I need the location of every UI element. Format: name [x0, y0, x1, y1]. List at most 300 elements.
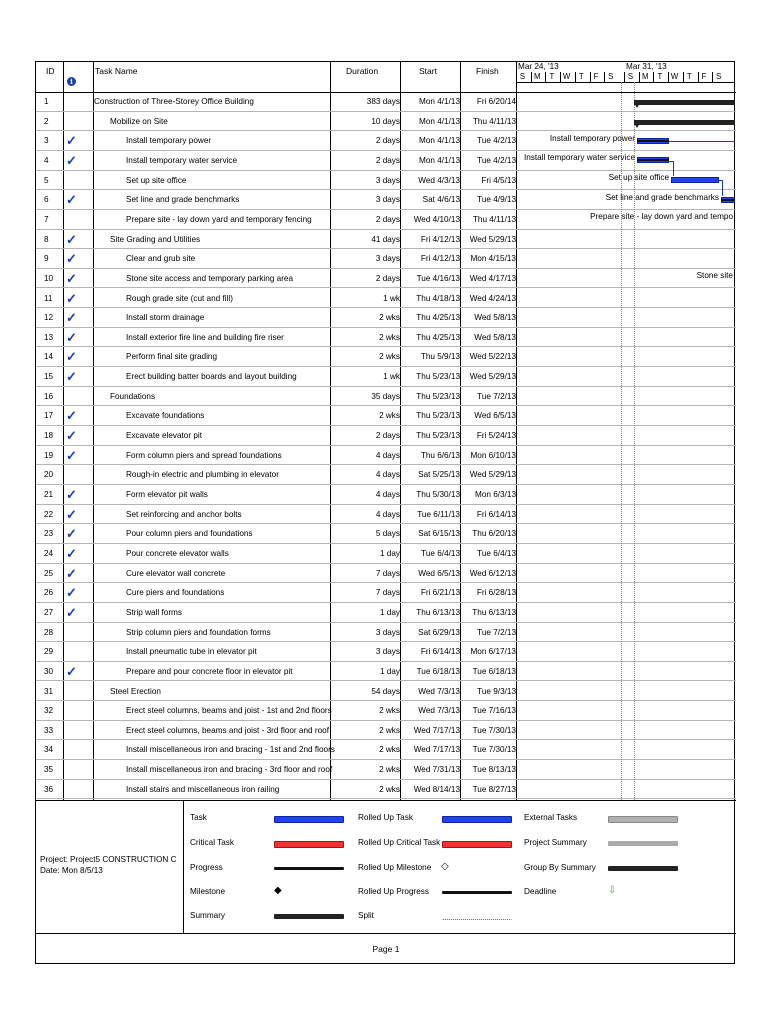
checkmark-icon: ✓ [66, 487, 77, 502]
checkmark-icon: ✓ [66, 663, 77, 679]
task-duration: 4 days [375, 509, 400, 519]
task-name: Stone site access and temporary parking area [126, 273, 294, 283]
task-id: 32 [44, 706, 54, 716]
indicator [66, 505, 88, 526]
task-start: Wed 8/14/13 [413, 784, 460, 794]
checkmark-icon: ✓ [66, 152, 77, 168]
task-name: Rough-in electric and plumbing in elevator [126, 470, 279, 480]
task-id: 21 [44, 490, 54, 499]
task-start: Thu 5/30/13 [416, 490, 460, 499]
task-duration: 2 wks [379, 745, 400, 755]
indicator [66, 367, 88, 388]
day-label: T [653, 72, 665, 82]
legend-external-label: External Tasks [524, 813, 578, 822]
page-number: Page 1 [372, 944, 400, 954]
task-name: Set line and grade benchmarks [126, 195, 240, 205]
indicator [66, 662, 88, 683]
checkmark-icon: ✓ [66, 428, 77, 444]
weekend-line [621, 82, 623, 800]
task-start: Mon 4/1/13 [419, 155, 460, 165]
task-id: 8 [44, 234, 49, 244]
bar-label: Prepare site - lay down yard and tempo [590, 212, 733, 221]
week-label: Mar 31, '13 [626, 62, 667, 71]
task-start: Thu 5/23/13 [416, 411, 460, 421]
summary-bar [634, 120, 735, 125]
summary-bar [634, 100, 735, 105]
task-duration: 3 days [375, 647, 400, 657]
legend-rolled-task-swatch [442, 816, 512, 823]
task-duration: 35 days [371, 391, 400, 401]
task-name: Erect building batter boards and layout building [126, 372, 297, 382]
task-finish: Tue 9/3/13 [477, 686, 516, 696]
task-id: 36 [44, 784, 54, 794]
task-name: Set reinforcing and anchor bolts [126, 509, 242, 519]
day-label: F [590, 72, 602, 82]
indicator [66, 583, 88, 604]
task-name: Excavate foundations [126, 411, 205, 421]
legend-task-label: Task [190, 813, 207, 822]
bar-label: Install temporary power [549, 134, 635, 143]
task-id: 1 [44, 97, 49, 106]
task-finish: Tue 8/27/13 [472, 784, 516, 794]
legend-project-summary-swatch [608, 841, 678, 846]
scale-divider [516, 82, 735, 83]
task-duration: 2 days [375, 155, 400, 165]
project-date: Date: Mon 8/5/13 [40, 866, 103, 875]
indicator [66, 328, 88, 349]
task-name: Install miscellaneous iron and bracing - 1st and 2nd floors [126, 745, 335, 755]
header-duration: Duration [346, 66, 379, 76]
checkmark-icon: ✓ [66, 408, 77, 424]
task-duration: 3 days [375, 254, 400, 264]
task-finish: Wed 5/29/13 [469, 372, 516, 382]
task-start: Thu 4/25/13 [416, 313, 460, 323]
indicator [66, 249, 88, 270]
legend-summary-label: Summary [190, 911, 226, 920]
task-duration: 7 days [375, 588, 400, 598]
task-finish: Tue 7/2/13 [477, 627, 516, 637]
task-start: Thu 4/18/13 [416, 293, 460, 303]
summary-end [634, 123, 640, 128]
task-id: 23 [44, 529, 54, 539]
day-label: T [575, 72, 587, 82]
task-duration: 2 wks [379, 706, 400, 716]
legend-summary-swatch [274, 914, 344, 919]
task-id: 22 [44, 509, 54, 519]
checkmark-icon: ✓ [66, 604, 77, 620]
task-start: Tue 6/4/13 [421, 548, 460, 558]
task-id: 33 [44, 725, 54, 735]
task-duration: 7 days [375, 568, 400, 578]
task-start: Thu 5/9/13 [420, 352, 460, 362]
checkmark-icon: ✓ [66, 565, 77, 581]
progress-bar [637, 159, 669, 161]
task-name: Steel Erection [110, 686, 161, 696]
gantt-chart [516, 62, 735, 800]
task-id: 13 [44, 332, 54, 342]
legend [36, 800, 736, 933]
day-label: M [531, 72, 543, 82]
bar-label: Stone site [696, 271, 733, 280]
task-finish: Tue 8/13/13 [472, 765, 516, 775]
task-name: Site Grading and Utilities [110, 234, 201, 244]
checkmark-icon: ✓ [66, 349, 77, 365]
milestone-icon: ◆ [274, 885, 282, 896]
task-start: Mon 4/1/13 [419, 97, 460, 106]
legend-progress-label: Progress [190, 863, 223, 872]
checkmark-icon: ✓ [66, 506, 77, 522]
legend-project-summary-label: Project Summary [524, 838, 587, 847]
task-start: Wed 4/3/13 [418, 175, 460, 185]
task-start: Wed 4/10/13 [413, 214, 460, 224]
header-task-name: Task Name [95, 66, 138, 76]
checkmark-icon: ✓ [66, 251, 77, 267]
checkmark-icon: ✓ [66, 447, 77, 463]
legend-critical-label: Critical Task [190, 838, 234, 847]
task-finish: Tue 7/30/13 [472, 725, 516, 735]
task-duration: 4 days [375, 490, 400, 499]
legend-task-swatch [274, 816, 344, 823]
task-name: Install storm drainage [126, 313, 205, 323]
task-name: Cure piers and foundations [126, 588, 225, 598]
task-duration: 2 wks [379, 313, 400, 323]
indicator [66, 131, 88, 152]
task-id: 28 [44, 627, 54, 637]
task-start: Fri 6/21/13 [420, 588, 460, 598]
task-name: Form elevator pit walls [126, 490, 208, 499]
checkmark-icon: ✓ [66, 290, 77, 306]
task-id: 34 [44, 745, 54, 755]
legend-critical-swatch [274, 841, 344, 848]
task-start: Wed 6/5/13 [418, 568, 460, 578]
task-duration: 4 days [375, 470, 400, 480]
indicator [66, 190, 88, 211]
task-finish: Tue 6/18/13 [472, 666, 516, 676]
week-label: Mar 24, '13 [518, 62, 559, 71]
task-start: Sat 6/15/13 [418, 529, 460, 539]
project-name: Project: Project5 CONSTRUCTION C [40, 855, 177, 864]
task-duration: 4 days [375, 450, 400, 460]
task-finish: Wed 6/5/13 [474, 411, 516, 421]
task-finish: Wed 5/8/13 [474, 313, 516, 323]
indicator [66, 524, 88, 545]
task-finish: Thu 4/11/13 [472, 116, 516, 126]
legend-progress-swatch [274, 867, 344, 870]
task-start: Sat 5/25/13 [418, 470, 460, 480]
indicator [66, 347, 88, 368]
task-finish: Tue 4/9/13 [477, 195, 516, 205]
task-duration: 5 days [375, 529, 400, 539]
indicator [66, 289, 88, 310]
task-id: 31 [44, 686, 54, 696]
legend-divider [183, 801, 184, 933]
task-duration: 10 days [371, 116, 400, 126]
task-finish: Thu 4/11/13 [472, 214, 516, 224]
task-duration: 3 days [375, 175, 400, 185]
task-finish: Tue 4/2/13 [477, 155, 516, 165]
task-duration: 2 wks [379, 725, 400, 735]
legend-group-summary-label: Group By Summary [524, 863, 596, 872]
task-id: 35 [44, 765, 54, 775]
task-id: 11 [44, 293, 53, 303]
dependency-line [669, 141, 735, 142]
indicator [66, 564, 88, 585]
task-duration: 2 days [375, 214, 400, 224]
task-finish: Wed 4/17/13 [469, 273, 516, 283]
task-id: 2 [44, 116, 49, 126]
task-start: Wed 7/31/13 [413, 765, 460, 775]
day-label: S [604, 72, 616, 82]
checkmark-icon: ✓ [66, 369, 77, 385]
deadline-arrow-icon: ⇩ [608, 885, 617, 896]
checkmark-icon: ✓ [66, 133, 77, 149]
legend-rolled-task-label: Rolled Up Task [358, 813, 413, 822]
day-label: S [516, 72, 528, 82]
task-name: Install miscellaneous iron and bracing - 3rd floor and roof [126, 765, 333, 775]
day-label: W [560, 72, 572, 82]
legend-rolled-progress-swatch [442, 891, 512, 894]
task-bar [671, 177, 719, 183]
task-start: Fri 4/12/13 [420, 254, 460, 264]
task-name: Form column piers and spread foundations [126, 450, 282, 460]
task-finish: Thu 6/13/13 [472, 607, 516, 617]
task-finish: Mon 4/15/13 [470, 254, 516, 264]
header-finish: Finish [476, 66, 499, 76]
dependency-line [722, 180, 723, 196]
task-id: 26 [44, 588, 54, 598]
task-duration: 1 day [379, 607, 400, 617]
task-finish: Wed 4/24/13 [469, 293, 516, 303]
task-id: 17 [44, 411, 54, 421]
indicator [66, 406, 88, 427]
task-name: Rough grade site (cut and fill) [126, 293, 233, 303]
indicator [66, 485, 88, 506]
task-name: Perform final site grading [126, 352, 218, 362]
task-finish: Fri 6/28/13 [476, 588, 516, 598]
task-duration: 1 wk [383, 293, 400, 303]
bar-label: Install temporary water service [523, 153, 635, 162]
task-finish: Fri 6/20/14 [476, 97, 516, 106]
project-info [40, 854, 176, 876]
checkmark-icon: ✓ [66, 231, 77, 247]
legend-rolled-milestone-label: Rolled Up Milestone [358, 863, 432, 872]
legend-rolled-progress-label: Rolled Up Progress [358, 887, 429, 896]
task-finish: Tue 6/4/13 [477, 548, 516, 558]
task-id: 16 [44, 391, 54, 401]
task-id: 3 [44, 136, 49, 146]
task-name: Prepare and pour concrete floor in elevator pit [126, 666, 293, 676]
task-id: 15 [44, 372, 54, 382]
page-footer [36, 933, 736, 965]
task-name: Install temporary power [126, 136, 212, 146]
task-finish: Fri 5/24/13 [476, 431, 516, 441]
legend-split-swatch [442, 914, 512, 920]
indicator [66, 446, 88, 467]
task-id: 18 [44, 431, 54, 441]
checkmark-icon: ✓ [66, 270, 77, 286]
legend-external-swatch [608, 816, 678, 823]
bar-label: Set line and grade benchmarks [605, 193, 719, 202]
task-id: 20 [44, 470, 54, 480]
task-start: Thu 4/25/13 [416, 332, 460, 342]
task-start: Fri 4/12/13 [420, 234, 460, 244]
task-duration: 41 days [371, 234, 400, 244]
checkmark-icon: ✓ [66, 192, 77, 208]
task-finish: Mon 6/10/13 [470, 450, 516, 460]
task-duration: 3 days [375, 195, 400, 205]
task-start: Sat 4/6/13 [422, 195, 460, 205]
info-icon: i [67, 76, 76, 86]
task-table [36, 62, 736, 800]
summary-end [634, 103, 640, 108]
task-duration: 3 days [375, 627, 400, 637]
task-duration: 2 wks [379, 784, 400, 794]
task-start: Tue 6/11/13 [417, 509, 460, 519]
task-start: Wed 7/17/13 [413, 745, 460, 755]
task-name: Pour concrete elevator walls [126, 548, 229, 558]
day-label: T [683, 72, 695, 82]
task-start: Wed 7/17/13 [413, 725, 460, 735]
task-name: Install pneumatic tube in elevator pit [126, 647, 257, 657]
task-name: Pour column piers and foundations [126, 529, 253, 539]
indicator [66, 230, 88, 251]
task-duration: 2 days [375, 431, 400, 441]
indicator [66, 544, 88, 565]
legend-milestone-label: Milestone [190, 887, 226, 896]
day-label: F [698, 72, 710, 82]
gantt-sheet [35, 61, 735, 964]
day-label: M [639, 72, 651, 82]
task-id: 9 [44, 254, 49, 264]
task-name: Install temporary water service [126, 155, 238, 165]
task-start: Wed 7/3/13 [418, 706, 460, 716]
task-finish: Mon 6/17/13 [470, 647, 516, 657]
task-finish: Tue 7/30/13 [472, 745, 516, 755]
task-id: 7 [44, 214, 49, 224]
day-label: S [624, 72, 636, 82]
checkmark-icon: ✓ [66, 585, 77, 601]
task-name: Erect steel columns, beams and joist - 1st and 2nd floors [126, 706, 332, 716]
task-duration: 2 days [375, 273, 400, 283]
task-id: 29 [44, 647, 54, 657]
task-id: 12 [44, 313, 54, 323]
indicator [66, 151, 88, 172]
task-duration: 1 day [379, 548, 400, 558]
task-name: Install stairs and miscellaneous iron railing [126, 784, 280, 794]
task-start: Wed 7/3/13 [418, 686, 460, 696]
legend-rolled-critical-swatch [442, 841, 512, 848]
task-name: Strip wall forms [126, 607, 182, 617]
weekend-line [634, 82, 636, 800]
legend-group-summary-swatch [608, 866, 678, 871]
task-name: Strip column piers and foundation forms [126, 627, 271, 637]
task-name: Set up site office [126, 175, 187, 185]
progress-bar [637, 140, 669, 142]
task-id: 30 [44, 666, 54, 676]
day-label: W [668, 72, 680, 82]
indicator [66, 603, 88, 624]
checkmark-icon: ✓ [66, 310, 77, 326]
task-start: Thu 5/23/13 [416, 391, 460, 401]
task-start: Thu 5/23/13 [416, 372, 460, 382]
task-name: Mobilize on Site [110, 116, 168, 126]
task-start: Thu 6/13/13 [416, 607, 460, 617]
task-id: 24 [44, 548, 54, 558]
task-finish: Wed 5/29/13 [469, 234, 516, 244]
task-start: Sat 6/29/13 [418, 627, 460, 637]
task-id: 19 [44, 450, 54, 460]
bar-label: Set up site office [608, 173, 669, 182]
task-finish: Fri 6/14/13 [476, 509, 516, 519]
checkmark-icon: ✓ [66, 526, 77, 542]
rolled-milestone-icon: ◇ [441, 861, 449, 872]
header-start: Start [419, 66, 437, 76]
task-name: Erect steel columns, beams and joist - 3rd floor and roof [126, 725, 329, 735]
task-finish: Tue 7/2/13 [477, 391, 516, 401]
task-finish: Wed 6/12/13 [469, 568, 516, 578]
task-id: 4 [44, 155, 49, 165]
task-id: 27 [44, 607, 54, 617]
task-duration: 54 days [371, 686, 400, 696]
task-finish: Fri 4/5/13 [481, 175, 516, 185]
task-start: Mon 4/1/13 [419, 136, 460, 146]
task-name: Excavate elevator pit [126, 431, 203, 441]
task-id: 6 [44, 195, 49, 205]
task-finish: Wed 5/22/13 [469, 352, 516, 362]
checkmark-icon: ✓ [66, 545, 77, 561]
task-duration: 1 day [379, 666, 400, 676]
indicator [66, 426, 88, 447]
task-start: Tue 4/16/13 [416, 273, 460, 283]
indicator [66, 269, 88, 290]
task-id: 5 [44, 175, 49, 185]
task-name: Clear and grub site [126, 254, 196, 264]
task-start: Thu 5/23/13 [416, 431, 460, 441]
task-id: 10 [44, 273, 54, 283]
task-finish: Wed 5/29/13 [469, 470, 516, 480]
task-finish: Mon 6/3/13 [475, 490, 516, 499]
task-name: Prepare site - lay down yard and temporary fencing [126, 214, 312, 224]
task-duration: 383 days [366, 97, 400, 106]
task-duration: 1 wk [383, 372, 400, 382]
indicator [66, 308, 88, 329]
task-finish: Tue 7/16/13 [472, 706, 516, 716]
task-duration: 2 wks [379, 352, 400, 362]
task-duration: 2 wks [379, 411, 400, 421]
header-id: ID [46, 66, 55, 76]
task-name: Foundations [110, 391, 156, 401]
day-label: S [712, 72, 724, 82]
dependency-line [673, 161, 674, 176]
task-start: Tue 6/18/13 [416, 666, 460, 676]
task-name: Construction of Three-Storey Office Building [94, 97, 254, 106]
task-start: Thu 6/6/13 [420, 450, 460, 460]
legend-deadline-label: Deadline [524, 887, 557, 896]
task-duration: 2 wks [379, 332, 400, 342]
task-name: Install exterior fire line and building fire riser [126, 332, 284, 342]
day-label: T [545, 72, 557, 82]
progress-bar [721, 199, 735, 201]
task-finish: Wed 5/8/13 [474, 332, 516, 342]
task-id: 25 [44, 568, 54, 578]
task-finish: Thu 6/20/13 [472, 529, 516, 539]
task-duration: 2 days [375, 136, 400, 146]
legend-rolled-critical-label: Rolled Up Critical Task [358, 838, 441, 847]
task-start: Fri 6/14/13 [420, 647, 460, 657]
task-start: Mon 4/1/13 [419, 116, 460, 126]
task-duration: 2 wks [379, 765, 400, 775]
task-id: 14 [44, 352, 54, 362]
